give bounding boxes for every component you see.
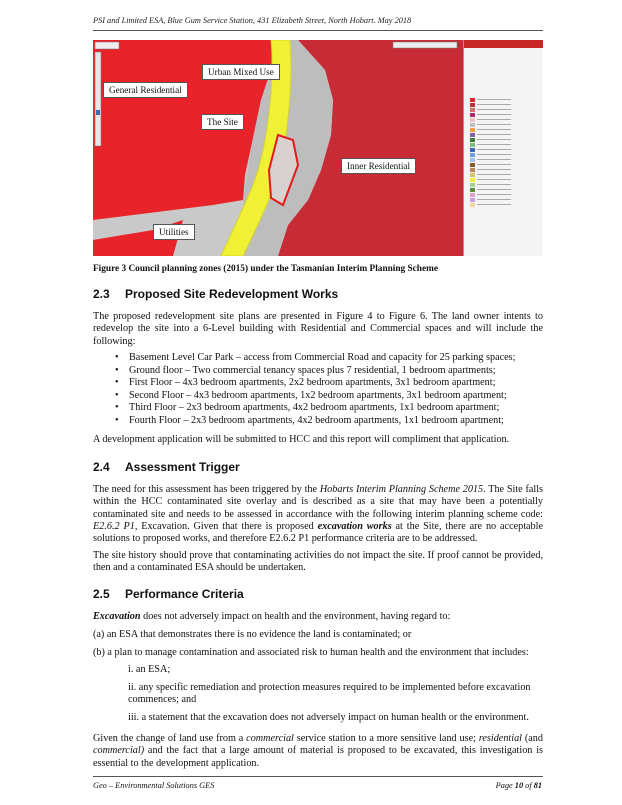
page-header: PSI and Limited ESA, Blue Gum Service Station, 431 Elizabeth Street, North Hobart. May 2018 <box>93 16 412 25</box>
list-item: • Fourth Floor – 2x3 bedroom apartments, 4x2 bedroom apartments, 1x1 bedroom apartment; <box>93 415 543 428</box>
section-number: 2.3 <box>93 287 110 301</box>
map-legend-panel <box>463 40 543 256</box>
legend-row <box>470 148 542 152</box>
section-title: Performance Criteria <box>125 587 244 601</box>
legend-row <box>470 113 542 117</box>
code-reference: E2.6.2 P1 <box>93 520 135 532</box>
legend-row <box>470 128 542 132</box>
list-item: • Basement Level Car Park – access from Commercial Road and capacity for 25 parking spaces; <box>93 352 543 365</box>
legend-row <box>470 183 542 187</box>
scheme-name: Hobarts Interim Planning Scheme 2015 <box>319 484 484 495</box>
footer-company: Geo – Environmental Solutions GES <box>93 781 215 790</box>
legend-row <box>470 178 542 182</box>
legend-row <box>470 143 542 147</box>
list-item: • First Floor – 4x3 bedroom apartments, 2x2 bedroom apartments, 3x1 bedroom apartment; <box>93 377 543 390</box>
map-toolbar <box>95 42 119 49</box>
legend-row <box>470 163 542 167</box>
excavation-term: Excavation <box>93 611 141 622</box>
legend-row <box>470 153 542 157</box>
header-rule <box>93 30 543 31</box>
legend-row <box>470 123 542 127</box>
paragraph-land-use-change: Given the change of land use from a commercial service station to a more sensitive land use; residential (and commercial) and the fact that a large amount of material is proposed to be excavated, this investigation is essential to the development application. <box>93 733 543 769</box>
criteria-lead: Excavation does not adversely impact on health and the environment, having regard to: <box>93 611 451 622</box>
paragraph-assessment-trigger: The need for this assessment has been triggered by the Hobarts Interim Planning Scheme 2015. The Site falls within the HCC contaminated site overlay and is described as a site that may have been a potentially contaminated site and needs to be assessed in accordance with the following interim planning scheme code: E2.6.2 P1, Excavation. Given that there is proposed excavation works at the Site, there are no acceptable solutions to proposed works, and therefore E2.6.2 P1 performance criteria are to be addressed. <box>93 484 543 545</box>
label-urban-mixed-use: Urban Mixed Use <box>202 64 280 80</box>
label-inner-residential: Inner Residential <box>341 158 416 174</box>
legend-row <box>470 198 542 202</box>
legend-row <box>470 103 542 107</box>
paragraph-redevelopment-intro: The proposed redevelopment site plans are presented in Figure 4 to Figure 6. The land owner intents to redevelop the site into a 6-Level building with Residential and Commercial spaces and will include the following: <box>93 311 543 347</box>
legend-row <box>470 203 542 207</box>
legend-row <box>470 118 542 122</box>
label-utilities: Utilities <box>153 224 195 240</box>
planning-zone-map <box>93 40 543 256</box>
section-heading-2-5 <box>93 587 244 601</box>
section-number: 2.5 <box>93 587 110 601</box>
criteria-sub-iii: iii. a statement that the excavation does not adversely impact on human health or the environment. <box>128 712 529 723</box>
excavation-works-term: excavation works <box>317 520 392 532</box>
floor-list <box>93 352 543 427</box>
list-item: • Ground floor – Two commercial tenancy spaces plus 7 residential, 1 bedroom apartments; <box>93 365 543 378</box>
legend-row <box>470 158 542 162</box>
section-title: Proposed Site Redevelopment Works <box>125 287 339 301</box>
legend-row <box>470 168 542 172</box>
legend-row <box>470 108 542 112</box>
map-zoom-handle <box>96 110 100 115</box>
list-item: • Second Floor – 4x3 bedroom apartments, 1x2 bedroom apartments, 3x1 bedroom apartment; <box>93 390 543 403</box>
section-number: 2.4 <box>93 460 110 474</box>
label-general-residential: General Residential <box>103 82 188 98</box>
footer-rule <box>93 776 543 777</box>
criteria-sub-ii: ii. any specific remediation and protection measures required to be implemented before excavation commences; and <box>128 682 531 706</box>
paragraph-site-history: The site history should prove that contaminating activities do not impact the site. If proof cannot be provided, then and a contaminated ESA should be undertaken. <box>93 550 543 574</box>
map-basemap-control <box>393 42 457 48</box>
criteria-sub-i: i. an ESA; <box>128 664 171 675</box>
legend-row <box>470 173 542 177</box>
legend-row <box>470 188 542 192</box>
map-legend-header <box>464 40 543 48</box>
footer-page-number: Page 10 of 81 <box>495 781 542 790</box>
figure-caption: Figure 3 Council planning zones (2015) under the Tasmanian Interim Planning Scheme <box>93 264 438 274</box>
legend-row <box>470 133 542 137</box>
section-title: Assessment Trigger <box>125 460 240 474</box>
label-the-site: The Site <box>201 114 244 130</box>
list-item: • Third Floor – 2x3 bedroom apartments, 4x2 bedroom apartments, 1x1 bedroom apartment; <box>93 402 543 415</box>
section-heading-2-4 <box>93 460 240 474</box>
legend-row <box>470 193 542 197</box>
section-heading-2-3 <box>93 287 338 301</box>
criteria-item-b: (b) a plan to manage contamination and associated risk to human health and the environment that includes: <box>93 647 529 658</box>
legend-row <box>470 98 542 102</box>
criteria-item-a: (a) an ESA that demonstrates there is no evidence the land is contaminated; or <box>93 629 412 640</box>
legend-row <box>470 138 542 142</box>
paragraph-development-application: A development application will be submitted to HCC and this report will compliment that application. <box>93 434 510 445</box>
map-zoom-bar <box>95 52 101 146</box>
